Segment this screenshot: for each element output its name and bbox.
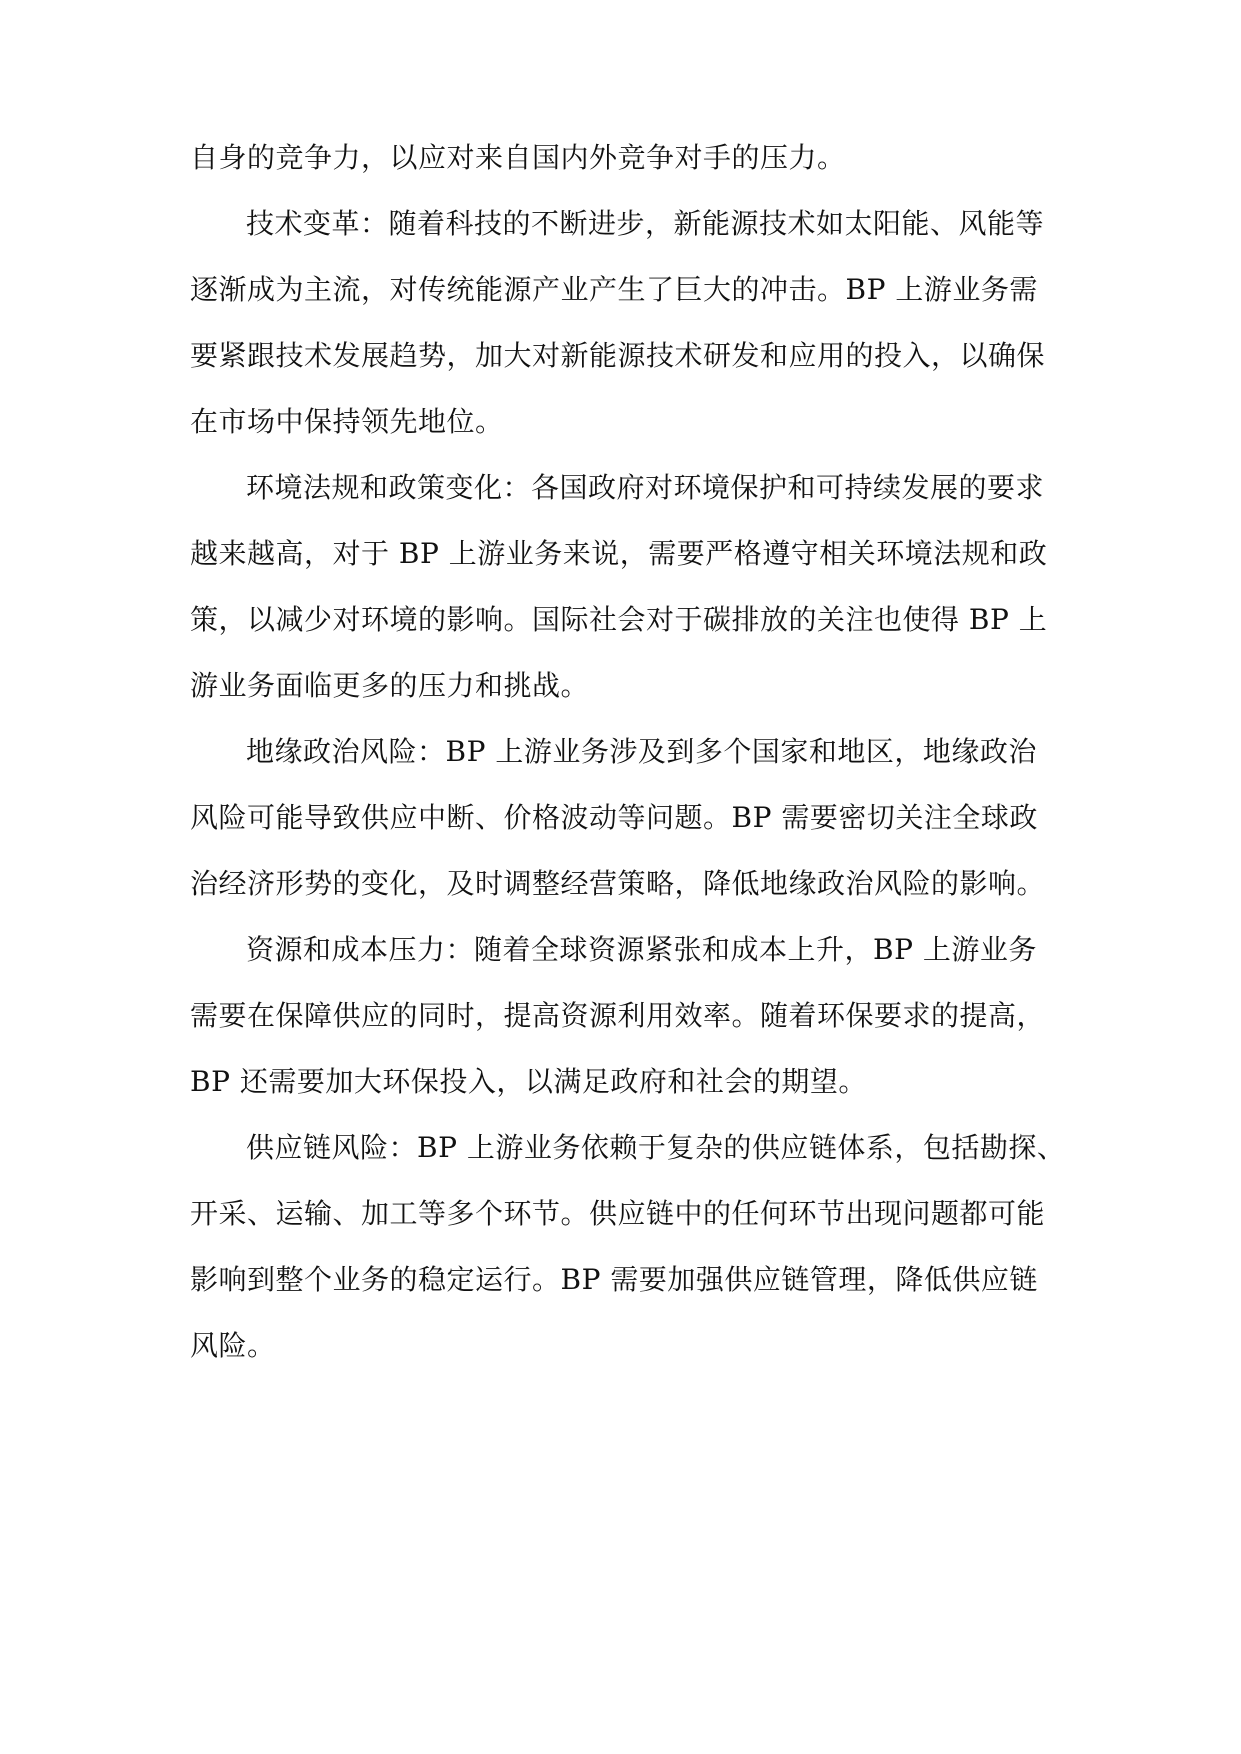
paragraph-start-line: 资源和成本压力：随着全球资源紧张和成本上升，BP 上游业务 xyxy=(246,933,1037,966)
paragraph-start-line: 地缘政治风险：BP 上游业务涉及到多个国家和地区，地缘政治 xyxy=(246,735,1037,768)
text-line: BP 还需要加大环保投入，以满足政府和社会的期望。 xyxy=(190,1065,867,1098)
text-line: 治经济形势的变化，及时调整经营策略，降低地缘政治风险的影响。 xyxy=(190,867,1046,900)
text-line: 逐渐成为主流，对传统能源产业产生了巨大的冲击。BP 上游业务需 xyxy=(190,273,1038,306)
text-line: 策，以减少对环境的影响。国际社会对于碳排放的关注也使得 BP 上 xyxy=(190,603,1048,636)
text-line: 影响到整个业务的稳定运行。BP 需要加强供应链管理，降低供应链 xyxy=(190,1263,1038,1296)
text-line: 自身的竞争力，以应对来自国内外竞争对手的压力。 xyxy=(190,141,846,174)
paragraph-start-line: 技术变革：随着科技的不断进步，新能源技术如太阳能、风能等 xyxy=(246,207,1045,240)
text-line: 需要在保障供应的同时，提高资源利用效率。随着环保要求的提高， xyxy=(190,999,1046,1032)
text-line: 在市场中保持领先地位。 xyxy=(190,405,504,438)
text-line: 风险。 xyxy=(190,1329,276,1362)
text-line: 风险可能导致供应中断、价格波动等问题。BP 需要密切关注全球政 xyxy=(190,801,1038,834)
text-line: 越来越高，对于 BP 上游业务来说，需要严格遵守相关环境法规和政 xyxy=(190,537,1048,570)
paragraph-start-line: 供应链风险：BP 上游业务依赖于复杂的供应链体系，包括勘探、 xyxy=(246,1131,1066,1164)
text-line: 要紧跟技术发展趋势，加大对新能源技术研发和应用的投入，以确保 xyxy=(190,339,1046,372)
paragraph-start-line: 环境法规和政策变化：各国政府对环境保护和可持续发展的要求 xyxy=(246,471,1045,504)
text-line: 游业务面临更多的压力和挑战。 xyxy=(190,669,590,702)
text-line: 开采、运输、加工等多个环节。供应链中的任何环节出现问题都可能 xyxy=(190,1197,1046,1230)
